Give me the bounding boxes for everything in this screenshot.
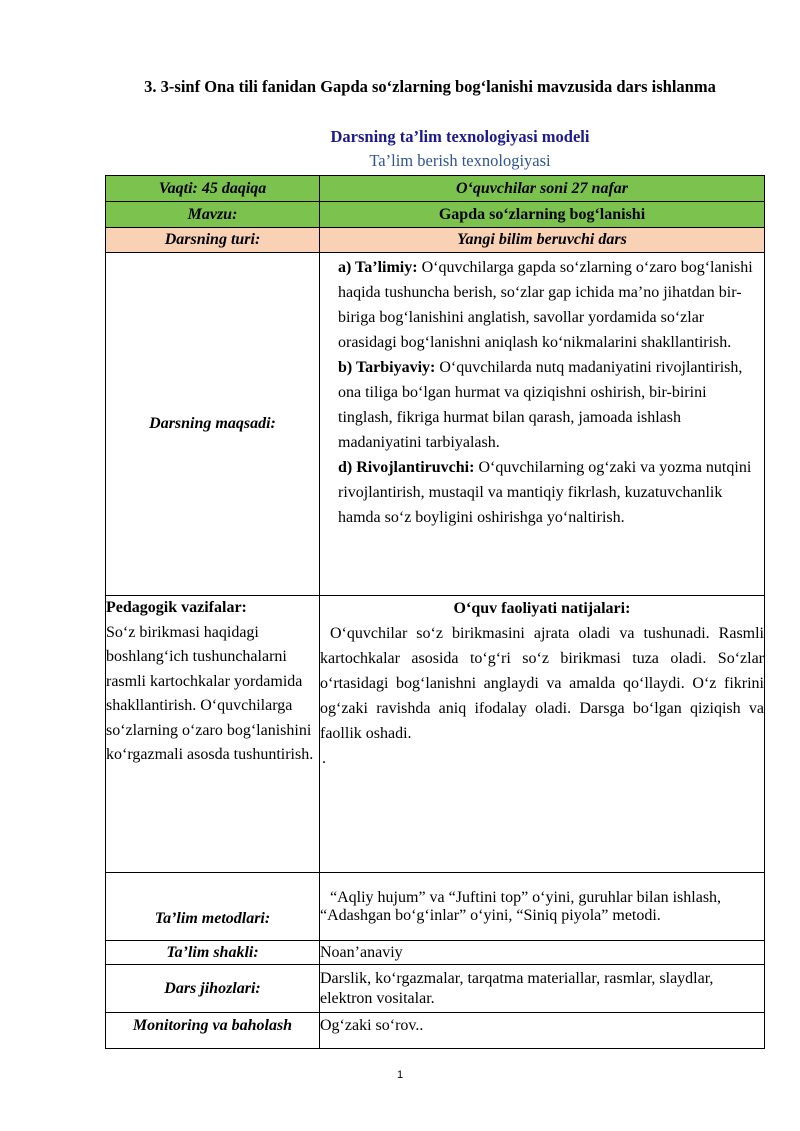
time-row <box>106 176 765 202</box>
methods-label: Ta’lim metodlari: <box>106 873 320 941</box>
topic-label: Mavzu: <box>106 202 320 228</box>
goals-cell <box>320 253 765 596</box>
students-cell: O‘quvchilar soni 27 nafar <box>320 176 765 202</box>
type-row <box>106 228 765 253</box>
equipment-value: Darslik, ko‘rgazmalar, tarqatma materiallar, rasmlar, slaydlar, elektron vositalar. <box>320 965 765 1013</box>
lesson-plan-table <box>105 175 765 1049</box>
results-text: O‘quvchilar so‘z birikmasini ajrata oladi va tushunadi. Rasmli kartochkalar asosida to‘g‘ri so‘z birikmasi tuza oladi. So‘zlar o‘rtasidagi bog‘lanishni anglaydi va amalda qo‘llaydi. O‘z fikrini og‘zaki ravishda aniq ifodalay oladi. Darsga bo‘lgan qiziqish va faollik oshadi. <box>320 625 764 742</box>
page-number: 1 <box>396 1069 404 1081</box>
methods-row <box>106 873 765 941</box>
topic-value: Gapda so‘zlarning bog‘lanishi <box>320 202 765 228</box>
tasks-results-row <box>106 596 765 873</box>
form-label: Ta’lim shakli: <box>106 941 320 965</box>
goal-developmental-label: d) Rivojlantiruvchi: <box>338 459 475 476</box>
goal-upbringing-text: O‘quvchilarda nutq madaniyatini rivojlantirish, ona tiliga bo‘lgan hurmat va qiziqishni oshirish, bir-birini tinglash, fikriga hurmat bilan qarash, jamoada ishlash madaniyatini tarbiyalash. <box>338 359 743 451</box>
goal-developmental-text: O‘quvchilarning og‘zaki va yozma nutqini rivojlantirish, mustaqil va mantiqiy fikrlash, kuzatuvchanlik hamda so‘z boyligini oshirishga yo‘naltirish. <box>338 459 752 526</box>
goal-educational-text: O‘quvchilarga gapda so‘zlarning o‘zaro bog‘lanishi haqida tushuncha berish, so‘zlar gap ichida ma’no jihatdan bir-biriga bog‘lanishini anglatish, savollar yordamida so‘zlar orasidagi bog‘lanishni aniqlash ko‘nikmalarini shakllantirish. <box>338 259 753 351</box>
technology-subtitle: Ta’lim berish texnologiyasi <box>369 151 551 170</box>
goals-label: Darsning maqsadi: <box>106 253 320 596</box>
goals-row <box>106 253 765 596</box>
results-cell <box>320 596 765 873</box>
document-title: 3. 3-sinf Ona tili fanidan Gapda so‘zlarning bog‘lanishi mavzusida dars ishlanma <box>144 77 716 96</box>
results-title: O‘quv faoliyati natijalari: <box>453 600 631 617</box>
equipment-label: Dars jihozlari: <box>106 965 320 1013</box>
monitoring-label: Monitoring va baholash <box>106 1013 320 1049</box>
methods-text: “Aqliy hujum” va “Juftini top” o‘yini, guruhlar bilan ishlash, “Adashgan bo‘g‘inlar” o‘yini, “Siniq piyola” metodi. <box>320 888 722 924</box>
monitoring-value: Og‘zaki so‘rov.. <box>320 1013 765 1049</box>
type-value: Yangi bilim beruvchi dars <box>320 228 765 253</box>
topic-row <box>106 202 765 228</box>
goal-developmental <box>320 455 764 530</box>
form-row <box>106 941 765 965</box>
goal-upbringing-label: b) Tarbiyaviy: <box>338 359 436 376</box>
pedagogical-tasks-title: Pedagogik vazifalar: <box>106 599 247 616</box>
equipment-row <box>106 965 765 1013</box>
pedagogical-tasks-cell <box>106 596 320 873</box>
form-value: Noan’anaviy <box>320 941 765 965</box>
results-dot: . <box>322 750 326 767</box>
model-subtitle: Darsning ta’lim texnologiyasi modeli <box>330 127 590 146</box>
type-label: Darsning turi: <box>106 228 320 253</box>
monitoring-row <box>106 1013 765 1049</box>
time-cell: Vaqti: 45 daqiqa <box>106 176 320 202</box>
pedagogical-tasks-text: So‘z birikmasi haqidagi boshlang‘ich tushunchalarni rasmli kartochkalar yordamida shakllantirish. O‘quvchilarga so‘zlarning o‘zaro bog‘lanishini ko‘rgazmali asosda tushuntirish. <box>106 623 314 763</box>
goal-upbringing <box>320 355 764 455</box>
methods-value <box>320 873 765 941</box>
goal-educational-label: a) Ta’limiy: <box>338 259 418 276</box>
goal-educational <box>320 255 764 355</box>
